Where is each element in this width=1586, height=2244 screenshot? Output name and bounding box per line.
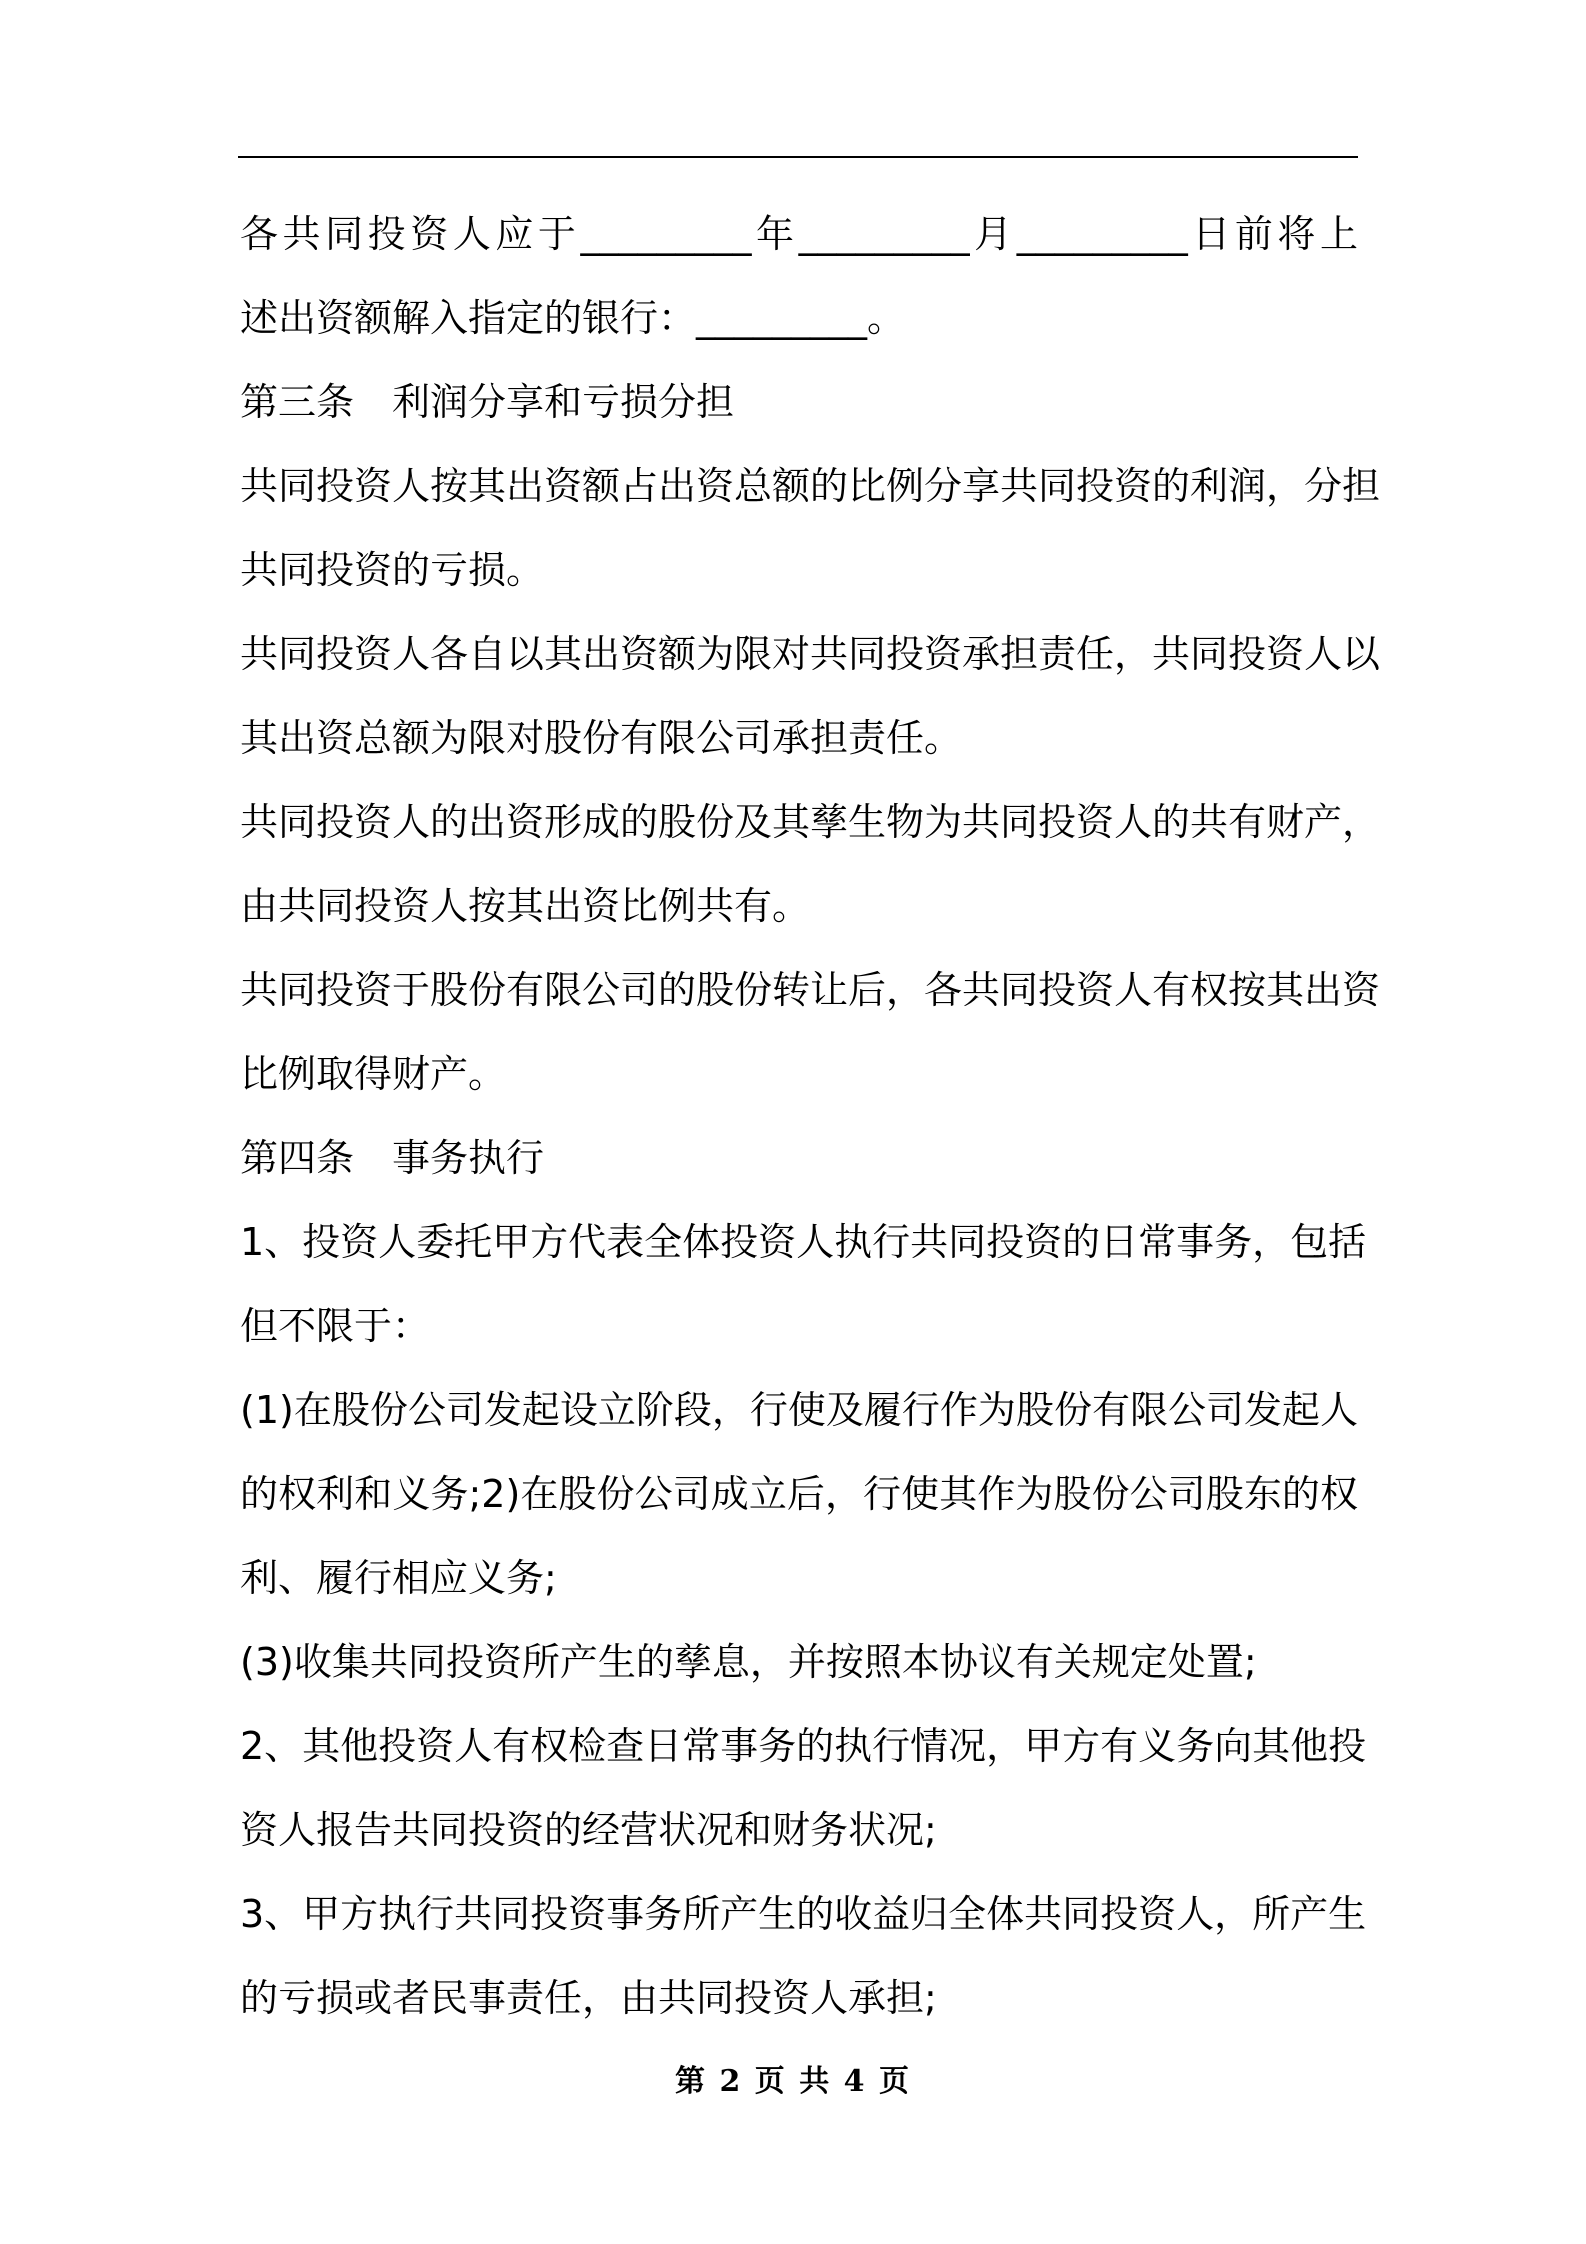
text-line: 其出资总额为限对股份有限公司承担责任。 bbox=[240, 716, 963, 760]
text-line: 1、投资人委托甲方代表全体投资人执行共同投资的日常事务，包括 bbox=[240, 1220, 1367, 1264]
text-line: 的权利和义务;2)在股份公司成立后，行使其作为股份公司股东的权 bbox=[240, 1472, 1358, 1516]
text-line: 利、履行相应义务; bbox=[240, 1556, 557, 1600]
section-heading-article-3: 第三条 利润分享和亏损分担 bbox=[240, 380, 735, 424]
page-number-footer: 第 2 页 共 4 页 bbox=[675, 2064, 911, 2099]
text-line: 3、甲方执行共同投资事务所产生的收益归全体共同投资人，所产生 bbox=[240, 1892, 1367, 1936]
text-line: 的亏损或者民事责任，由共同投资人承担; bbox=[240, 1976, 937, 2020]
text-line: 共同投资于股份有限公司的股份转让后，各共同投资人有权按其出资 bbox=[240, 968, 1381, 1012]
header-rule bbox=[238, 156, 1358, 158]
text-line: 共同投资人的出资形成的股份及其孳生物为共同投资人的共有财产， bbox=[240, 800, 1381, 844]
section-heading-article-4: 第四条 事务执行 bbox=[240, 1136, 545, 1180]
text-line: 2、其他投资人有权检查日常事务的执行情况，甲方有义务向其他投 bbox=[240, 1724, 1367, 1768]
text-line: 但不限于： bbox=[240, 1304, 431, 1348]
document-body bbox=[240, 192, 1381, 2040]
text-line: 共同投资人按其出资额占出资总额的比例分享共同投资的利润，分担 bbox=[240, 464, 1381, 508]
text-line: 述出资额解入指定的银行：_________。 bbox=[240, 296, 906, 340]
text-line: 资人报告共同投资的经营状况和财务状况; bbox=[240, 1808, 937, 1852]
text-line: 共同投资人各自以其出资额为限对共同投资承担责任，共同投资人以 bbox=[240, 632, 1381, 676]
text-line: 由共同投资人按其出资比例共有。 bbox=[240, 884, 811, 928]
text-line: 比例取得财产。 bbox=[240, 1052, 507, 1096]
text-line: 共同投资的亏损。 bbox=[240, 548, 545, 592]
text-line: 各共同投资人应于_________年_________月_________日前将上 bbox=[240, 212, 1358, 256]
text-line: (1)在股份公司发起设立阶段，行使及履行作为股份有限公司发起人 bbox=[240, 1388, 1358, 1432]
text-line: (3)收集共同投资所产生的孳息，并按照本协议有关规定处置; bbox=[240, 1640, 1257, 1684]
